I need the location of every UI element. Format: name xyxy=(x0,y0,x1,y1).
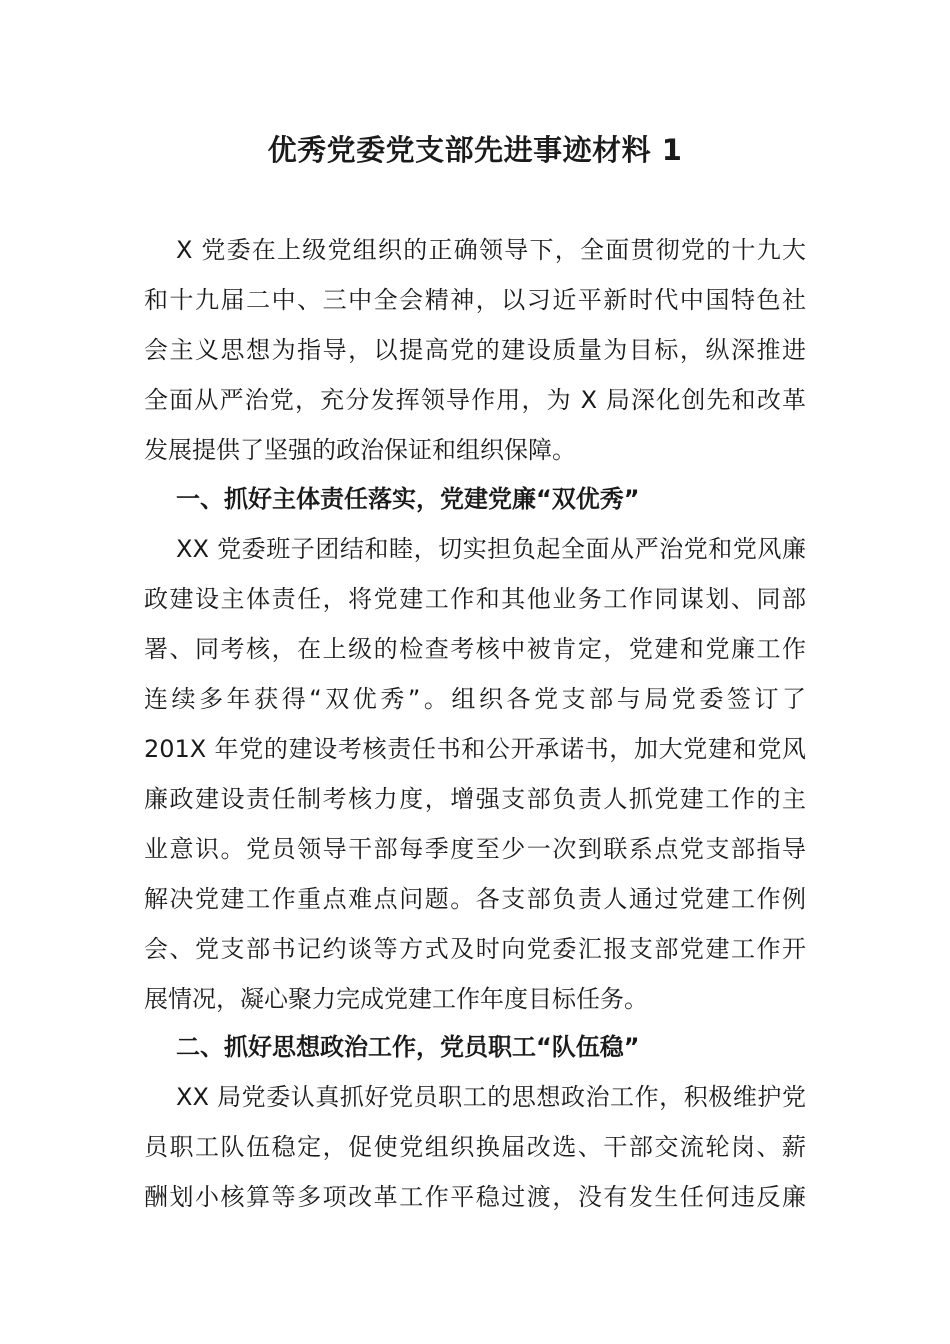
paragraph-line: 员职工队伍稳定，促使党组织换届改选、干部交流轮岗、薪 xyxy=(144,1133,806,1161)
paragraph-line: 会主义思想为指导，以提高党的建设质量为目标，纵深推进 xyxy=(144,336,806,364)
section-heading: 一、抓好主体责任落实，党建党廉“双优秀” xyxy=(176,485,640,513)
document-title: 优秀党委党支部先进事迹材料 1 xyxy=(267,133,683,167)
paragraph-line: 酬划小核算等多项改革工作平稳过渡，没有发生任何违反廉 xyxy=(144,1183,806,1211)
paragraph-line: XX 局党委认真抓好党员职工的思想政治工作，积极维护党 xyxy=(176,1083,806,1111)
paragraph-line: XX 党委班子团结和睦，切实担负起全面从严治党和党风廉 xyxy=(176,535,806,563)
paragraph-line: 署、同考核，在上级的检查考核中被肯定，党建和党廉工作 xyxy=(144,635,806,663)
paragraph-line: 201X 年党的建设考核责任书和公开承诺书，加大党建和党风 xyxy=(144,735,806,763)
paragraph-line: 解决党建工作重点难点问题。各支部负责人通过党建工作例 xyxy=(144,885,806,913)
paragraph-line: 连续多年获得“双优秀”。组织各党支部与局党委签订了 xyxy=(144,685,806,713)
section-heading: 二、抓好思想政治工作，党员职工“队伍稳” xyxy=(176,1033,640,1061)
paragraph-line: 会、党支部书记约谈等方式及时向党委汇报支部党建工作开 xyxy=(144,935,806,963)
paragraph-line: 全面从严治党，充分发挥领导作用，为 X 局深化创先和改革 xyxy=(144,386,806,414)
paragraph-line: 廉政建设责任制考核力度，增强支部负责人抓党建工作的主 xyxy=(144,785,806,813)
paragraph-line: 发展提供了坚强的政治保证和组织保障。 xyxy=(144,436,576,464)
paragraph-line: X 党委在上级党组织的正确领导下，全面贯彻党的十九大 xyxy=(176,236,806,264)
paragraph-line: 政建设主体责任，将党建工作和其他业务工作同谋划、同部 xyxy=(144,585,806,613)
paragraph-line: 和十九届二中、三中全会精神，以习近平新时代中国特色社 xyxy=(144,286,806,314)
paragraph-line: 展情况，凝心聚力完成党建工作年度目标任务。 xyxy=(144,985,648,1013)
paragraph-line: 业意识。党员领导干部每季度至少一次到联系点党支部指导 xyxy=(144,835,806,863)
